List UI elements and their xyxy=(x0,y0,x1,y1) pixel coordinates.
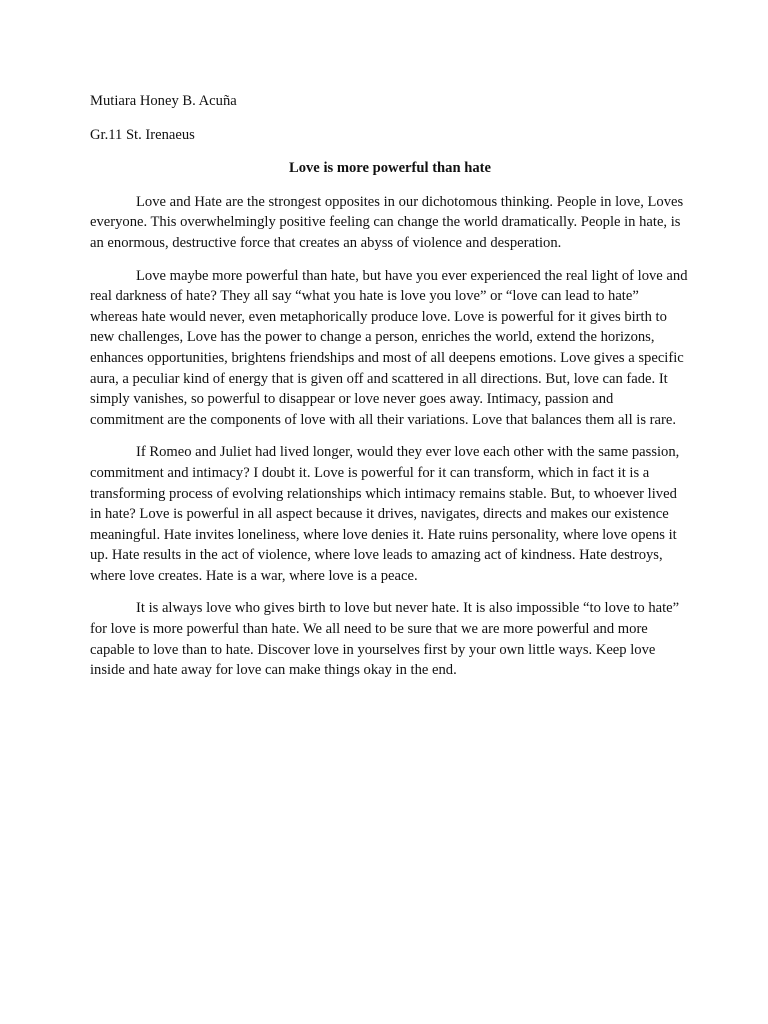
author-name: Mutiara Honey B. Acuña xyxy=(90,93,237,109)
essay-title: Love is more powerful than hate xyxy=(288,160,491,177)
paragraph-3: If Romeo and Juliet had lived longer, would they ever love each other with the same passion, commitment and intimacy? I doubt it. Love is powerful for it can transform, which in fact it is a transforming process of evolving relationships which intimacy remains stable. But, to whoever lived in hate? Love is powerful in all aspect because it drives, navigates, directs and makes our existence meaningful. Hate invites loneliness, where love denies it. Hate ruins personality, where love opens it up. Hate results in the act of violence, where love leads to amazing act of kindness. Hate destroys, where love creates. Hate is a war, where love is a peace. xyxy=(90,444,680,584)
document-page xyxy=(90,91,690,693)
paragraph-4: It is always love who gives birth to love but never hate. It is also impossible “to love to hate” for love is more powerful than hate. We all need to be sure that we are more powerful and more capable to love than to hate. Discover love in yourselves first by your own little ways. Keep love inside and hate away for love can make things okay in the end. xyxy=(90,600,680,679)
paragraph-2: Love maybe more powerful than hate, but have you ever experienced the real light of love and real darkness of hate? They all say “what you hate is love you love” or “love can lead to hate” whereas hate would never, even metaphorically produce love. Love is powerful for it gives birth to new challenges, Love has the power to change a person, enriches the world, extend the horizons, enhances opportunities, brightens friendships and most of all deepens emotions. Love gives a specific aura, a peculiar kind of energy that is given off and scattered in all directions. But, love can fade. It simply vanishes, so powerful to disappear or love never goes away. Intimacy, passion and commitment are the components of love with all their variations. Love that balances them all is rare. xyxy=(90,267,688,428)
paragraph-1: Love and Hate are the strongest opposites in our dichotomous thinking. People in love, Loves everyone. This overwhelmingly positive feeling can change the world dramatically. People in hate, is an enormous, destructive force that creates an abyss of violence and desperation. xyxy=(90,193,684,251)
grade-section: Gr.11 St. Irenaeus xyxy=(90,126,195,143)
